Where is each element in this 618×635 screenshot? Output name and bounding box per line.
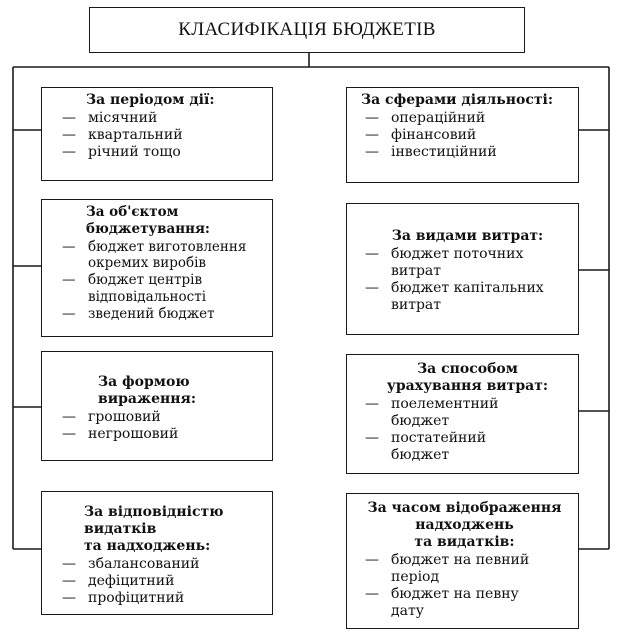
box-item-list xyxy=(62,110,268,161)
dash-bullet: — xyxy=(365,280,379,296)
dash-bullet: — xyxy=(62,590,76,606)
box-heading: За способом урахування витрат: xyxy=(386,361,549,394)
list-item: — квартальний xyxy=(62,127,183,143)
list-item: — бюджет поточних витрат xyxy=(365,246,524,279)
dash-bullet: — xyxy=(62,573,76,589)
box-item-list xyxy=(365,110,574,161)
box-item-list xyxy=(62,239,268,323)
box-item-list xyxy=(365,246,574,314)
dash-bullet: — xyxy=(365,396,379,412)
box-item-list xyxy=(365,552,574,620)
dash-bullet: — xyxy=(62,127,76,143)
dash-bullet: — xyxy=(365,144,379,160)
dash-bullet: — xyxy=(62,426,76,442)
dash-bullet: — xyxy=(62,110,76,126)
classification-box-time xyxy=(346,493,579,629)
dash-bullet: — xyxy=(62,409,76,425)
list-item: — фінансовий xyxy=(365,127,477,143)
list-item: — збалансований xyxy=(62,556,200,572)
dash-bullet: — xyxy=(62,144,76,160)
list-item: — місячний xyxy=(62,110,158,126)
classification-box-period xyxy=(41,87,273,181)
diagram-title: КЛАСИФІКАЦІЯ БЮДЖЕТІВ xyxy=(89,7,525,53)
list-item: — бюджет капітальних витрат xyxy=(365,280,544,313)
box-heading: За часом відображення надходжень та видатків: xyxy=(367,500,562,550)
classification-box-cost-accounting xyxy=(346,354,579,474)
list-item: — бюджет виготовлення окремих виробів xyxy=(62,238,247,272)
list-item: — бюджет на певну дату xyxy=(365,586,519,619)
dash-bullet: — xyxy=(365,246,379,262)
classification-box-object xyxy=(41,199,273,337)
box-heading: За періодом дії: xyxy=(86,92,215,108)
dash-bullet: — xyxy=(62,556,76,572)
list-item: — інвестиційний xyxy=(365,144,497,160)
list-item: — бюджет центрів відповідальності xyxy=(62,272,207,305)
dash-bullet: — xyxy=(62,272,76,289)
list-item: — негрошовий xyxy=(62,426,179,442)
list-item: — поелементний бюджет xyxy=(365,396,499,429)
list-item: — постатейний бюджет xyxy=(365,430,487,463)
box-heading: За формою вираження: xyxy=(98,374,197,407)
dash-bullet: — xyxy=(365,552,379,568)
list-item: — профіцитний xyxy=(62,590,185,606)
box-item-list xyxy=(365,396,574,464)
box-heading: За сферами діяльності: xyxy=(361,92,554,108)
dash-bullet: — xyxy=(365,127,379,143)
dash-bullet: — xyxy=(365,110,379,126)
classification-box-form xyxy=(41,351,273,461)
classification-box-balance xyxy=(41,491,273,615)
dash-bullet: — xyxy=(62,238,76,255)
list-item: — бюджет на певний період xyxy=(365,552,530,585)
list-item: — грошовий xyxy=(62,409,161,425)
box-heading: За об'єктом бюджетування: xyxy=(86,204,210,237)
classification-box-cost-types xyxy=(346,203,579,335)
dash-bullet: — xyxy=(365,586,379,602)
box-heading: За видами витрат: xyxy=(391,228,544,244)
box-heading: За відповідністю видатків та надходжень: xyxy=(84,504,224,554)
list-item: — операційний xyxy=(365,110,486,126)
classification-box-activity xyxy=(346,87,579,183)
list-item: — зведений бюджет xyxy=(62,305,215,322)
dash-bullet: — xyxy=(365,430,379,446)
box-item-list xyxy=(62,556,268,607)
list-item: — річний тощо xyxy=(62,144,181,160)
dash-bullet: — xyxy=(62,305,76,322)
box-item-list xyxy=(62,409,268,443)
list-item: — дефіцитний xyxy=(62,573,175,589)
